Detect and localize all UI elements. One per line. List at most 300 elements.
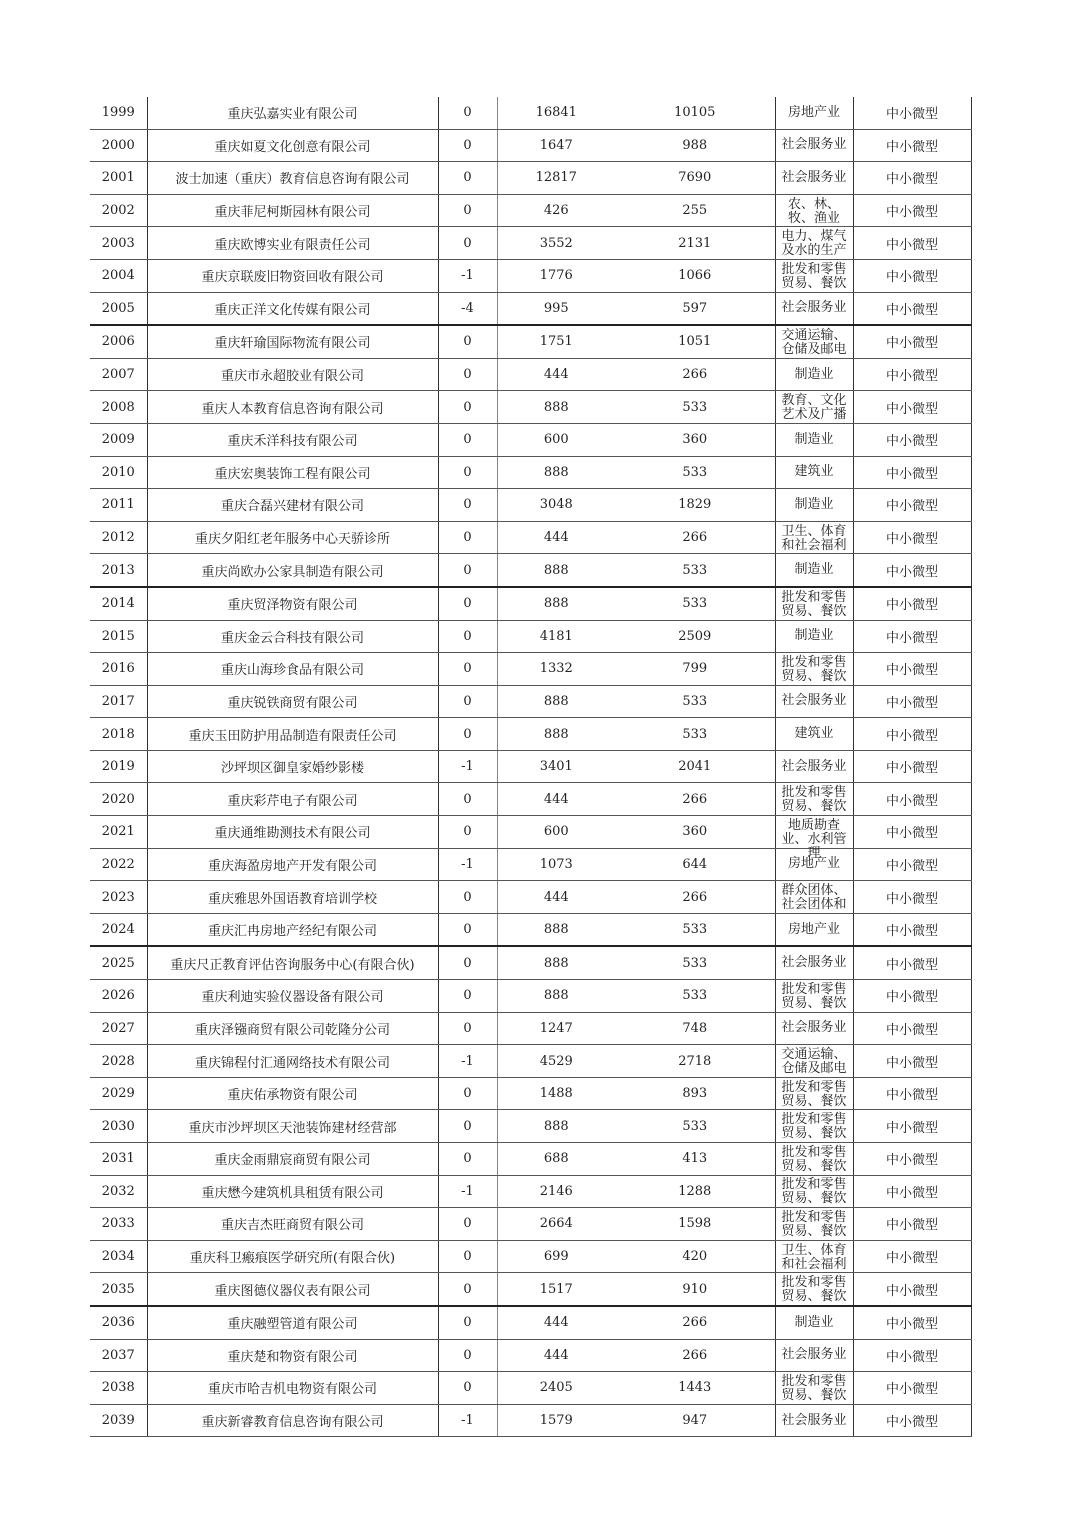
row-number: 2031 <box>90 1143 147 1176</box>
company-name: 重庆锐铁商贸有限公司 <box>147 685 438 718</box>
row-number: 2036 <box>90 1306 147 1339</box>
industry-label: 批发和零售贸易、餐饮 <box>781 261 847 291</box>
value-2: 1776 <box>497 259 615 292</box>
value-3: 420 <box>615 1240 775 1273</box>
industry-category: 房地产业 <box>775 848 853 881</box>
value-2: 1751 <box>497 325 615 358</box>
table-row <box>90 1306 971 1339</box>
value-1: 0 <box>438 587 497 620</box>
value-3: 2509 <box>615 620 775 653</box>
value-1: 0 <box>438 391 497 424</box>
value-1: 0 <box>438 489 497 522</box>
value-3: 360 <box>615 816 775 849</box>
table-row <box>90 391 971 424</box>
value-3: 1288 <box>615 1175 775 1208</box>
industry-category: 房地产业 <box>775 97 853 129</box>
industry-category: 制造业 <box>775 554 853 587</box>
enterprise-scale: 中小微型 <box>853 783 971 816</box>
industry-label: 批发和零售贸易、餐饮 <box>781 785 847 815</box>
industry-label: 卫生、体育和社会福利 <box>781 523 847 553</box>
table-row <box>90 783 971 816</box>
value-3: 533 <box>615 391 775 424</box>
table-row <box>90 718 971 751</box>
industry-category: 社会服务业 <box>775 946 853 979</box>
row-number: 2038 <box>90 1372 147 1405</box>
row-number: 2030 <box>90 1110 147 1143</box>
company-name: 重庆弘嘉实业有限公司 <box>147 97 438 129</box>
row-number: 2008 <box>90 391 147 424</box>
table-row <box>90 1175 971 1208</box>
enterprise-scale: 中小微型 <box>853 194 971 227</box>
industry-category <box>775 521 853 554</box>
value-3: 533 <box>615 554 775 587</box>
value-3: 597 <box>615 292 775 325</box>
table-row <box>90 489 971 522</box>
company-name: 重庆楚和物资有限公司 <box>147 1339 438 1372</box>
industry-category <box>775 1110 853 1143</box>
table-body <box>90 97 971 1437</box>
industry-label: 批发和零售贸易、餐饮 <box>781 1209 847 1239</box>
company-name: 重庆金云合科技有限公司 <box>147 620 438 653</box>
company-name: 重庆玉田防护用品制造有限责任公司 <box>147 718 438 751</box>
industry-category: 建筑业 <box>775 718 853 751</box>
industry-label: 批发和零售贸易、餐饮 <box>781 589 847 619</box>
value-3: 1829 <box>615 489 775 522</box>
row-number: 2023 <box>90 881 147 914</box>
industry-category: 制造业 <box>775 423 853 456</box>
industry-category: 社会服务业 <box>775 1404 853 1437</box>
value-3: 255 <box>615 194 775 227</box>
company-name: 重庆如夏文化创意有限公司 <box>147 129 438 162</box>
value-2: 1247 <box>497 1012 615 1045</box>
enterprise-scale: 中小微型 <box>853 358 971 391</box>
value-3: 533 <box>615 913 775 946</box>
company-name: 重庆正洋文化传媒有限公司 <box>147 292 438 325</box>
enterprise-scale: 中小微型 <box>853 685 971 718</box>
row-number: 2010 <box>90 456 147 489</box>
industry-label: 批发和零售贸易、餐饮 <box>781 1112 847 1142</box>
industry-label: 电力、煤气及水的生产 <box>781 229 847 259</box>
industry-category: 社会服务业 <box>775 685 853 718</box>
value-1: 0 <box>438 1339 497 1372</box>
row-number: 2007 <box>90 358 147 391</box>
table-row <box>90 227 971 260</box>
enterprise-scale: 中小微型 <box>853 848 971 881</box>
company-name: 重庆图德仪器仪表有限公司 <box>147 1273 438 1306</box>
industry-category <box>775 227 853 260</box>
industry-label: 群众团体、社会团体和 <box>781 883 847 913</box>
enterprise-scale: 中小微型 <box>853 1143 971 1176</box>
value-1: 0 <box>438 162 497 195</box>
value-1: 0 <box>438 358 497 391</box>
value-1: 0 <box>438 325 497 358</box>
value-1: 0 <box>438 816 497 849</box>
value-1: 0 <box>438 554 497 587</box>
company-name: 重庆尺正教育评估咨询服务中心(有限合伙) <box>147 946 438 979</box>
value-1: 0 <box>438 1240 497 1273</box>
value-2: 12817 <box>497 162 615 195</box>
row-number: 2000 <box>90 129 147 162</box>
industry-label: 地质勘查业、水利管理 <box>781 817 847 861</box>
row-number: 2019 <box>90 750 147 783</box>
value-3: 2131 <box>615 227 775 260</box>
table-row <box>90 587 971 620</box>
industry-label: 批发和零售贸易、餐饮 <box>781 1373 847 1403</box>
value-3: 910 <box>615 1273 775 1306</box>
value-1: -1 <box>438 259 497 292</box>
value-3: 893 <box>615 1077 775 1110</box>
value-3: 413 <box>615 1143 775 1176</box>
enterprise-scale: 中小微型 <box>853 653 971 686</box>
company-name: 重庆汇冉房地产经纪有限公司 <box>147 913 438 946</box>
value-3: 533 <box>615 685 775 718</box>
value-3: 533 <box>615 587 775 620</box>
industry-label: 批发和零售贸易、餐饮 <box>781 1144 847 1174</box>
enterprise-scale: 中小微型 <box>853 1240 971 1273</box>
industry-category <box>775 325 853 358</box>
row-number: 1999 <box>90 97 147 129</box>
company-name: 重庆融塑管道有限公司 <box>147 1306 438 1339</box>
value-1: 0 <box>438 1372 497 1405</box>
table-row <box>90 1110 971 1143</box>
value-3: 533 <box>615 718 775 751</box>
table-row <box>90 1372 971 1405</box>
enterprise-scale: 中小微型 <box>853 97 971 129</box>
industry-category <box>775 391 853 424</box>
enterprise-scale: 中小微型 <box>853 162 971 195</box>
industry-label: 交通运输、仓储及邮电 <box>781 1047 847 1077</box>
company-name: 重庆人本教育信息咨询有限公司 <box>147 391 438 424</box>
value-3: 988 <box>615 129 775 162</box>
row-number: 2024 <box>90 913 147 946</box>
enterprise-scale: 中小微型 <box>853 1045 971 1078</box>
value-2: 2405 <box>497 1372 615 1405</box>
value-1: 0 <box>438 97 497 129</box>
industry-category <box>775 881 853 914</box>
value-1: 0 <box>438 1306 497 1339</box>
company-name: 重庆尚欧办公家具制造有限公司 <box>147 554 438 587</box>
table-row <box>90 620 971 653</box>
row-number: 2020 <box>90 783 147 816</box>
value-1: 0 <box>438 881 497 914</box>
enterprise-scale: 中小微型 <box>853 750 971 783</box>
row-number: 2018 <box>90 718 147 751</box>
data-table <box>90 97 972 1437</box>
value-2: 444 <box>497 881 615 914</box>
row-number: 2034 <box>90 1240 147 1273</box>
row-number: 2014 <box>90 587 147 620</box>
value-2: 888 <box>497 456 615 489</box>
value-2: 1647 <box>497 129 615 162</box>
table-row <box>90 194 971 227</box>
value-1: -1 <box>438 848 497 881</box>
company-name: 沙坪坝区御皇家婚纱影楼 <box>147 750 438 783</box>
value-2: 888 <box>497 685 615 718</box>
table-row <box>90 129 971 162</box>
enterprise-scale: 中小微型 <box>853 489 971 522</box>
row-number: 2026 <box>90 980 147 1013</box>
industry-category <box>775 259 853 292</box>
value-2: 444 <box>497 358 615 391</box>
value-2: 444 <box>497 783 615 816</box>
value-2: 16841 <box>497 97 615 129</box>
company-name: 重庆欧博实业有限责任公司 <box>147 227 438 260</box>
enterprise-scale: 中小微型 <box>853 292 971 325</box>
value-2: 888 <box>497 1110 615 1143</box>
table-row <box>90 1045 971 1078</box>
industry-category <box>775 1175 853 1208</box>
value-1: -4 <box>438 292 497 325</box>
value-3: 266 <box>615 521 775 554</box>
enterprise-scale: 中小微型 <box>853 227 971 260</box>
value-1: -1 <box>438 1045 497 1078</box>
row-number: 2032 <box>90 1175 147 1208</box>
industry-category: 社会服务业 <box>775 750 853 783</box>
value-3: 1443 <box>615 1372 775 1405</box>
enterprise-scale: 中小微型 <box>853 554 971 587</box>
value-2: 888 <box>497 946 615 979</box>
value-1: 0 <box>438 980 497 1013</box>
industry-category: 社会服务业 <box>775 1339 853 1372</box>
row-number: 2028 <box>90 1045 147 1078</box>
company-name: 重庆京联废旧物资回收有限公司 <box>147 259 438 292</box>
row-number: 2033 <box>90 1208 147 1241</box>
value-1: 0 <box>438 456 497 489</box>
company-name: 重庆新睿教育信息咨询有限公司 <box>147 1404 438 1437</box>
value-1: 0 <box>438 620 497 653</box>
table-row <box>90 685 971 718</box>
value-1: 0 <box>438 1273 497 1306</box>
value-1: 0 <box>438 946 497 979</box>
company-name: 重庆通维勘测技术有限公司 <box>147 816 438 849</box>
industry-category <box>775 194 853 227</box>
value-2: 1579 <box>497 1404 615 1437</box>
industry-category: 社会服务业 <box>775 162 853 195</box>
value-3: 266 <box>615 783 775 816</box>
company-name: 重庆贸泽物资有限公司 <box>147 587 438 620</box>
table-row <box>90 97 971 129</box>
table-row <box>90 653 971 686</box>
value-2: 995 <box>497 292 615 325</box>
company-name: 重庆利迪实验仪器设备有限公司 <box>147 980 438 1013</box>
row-number: 2022 <box>90 848 147 881</box>
industry-category <box>775 653 853 686</box>
value-3: 266 <box>615 881 775 914</box>
company-name: 重庆禾洋科技有限公司 <box>147 423 438 456</box>
value-1: 0 <box>438 521 497 554</box>
table-row <box>90 1273 971 1306</box>
row-number: 2029 <box>90 1077 147 1110</box>
value-3: 7690 <box>615 162 775 195</box>
table-row <box>90 423 971 456</box>
enterprise-scale: 中小微型 <box>853 259 971 292</box>
enterprise-scale: 中小微型 <box>853 881 971 914</box>
table-row <box>90 1339 971 1372</box>
enterprise-scale: 中小微型 <box>853 423 971 456</box>
value-2: 3552 <box>497 227 615 260</box>
value-2: 888 <box>497 718 615 751</box>
table-row <box>90 162 971 195</box>
row-number: 2017 <box>90 685 147 718</box>
value-3: 748 <box>615 1012 775 1045</box>
value-2: 444 <box>497 521 615 554</box>
industry-category <box>775 587 853 620</box>
industry-label: 批发和零售贸易、餐饮 <box>781 1079 847 1109</box>
enterprise-scale: 中小微型 <box>853 325 971 358</box>
industry-category <box>775 1045 853 1078</box>
value-1: 0 <box>438 685 497 718</box>
value-1: 0 <box>438 653 497 686</box>
value-1: 0 <box>438 913 497 946</box>
value-2: 688 <box>497 1143 615 1176</box>
table-row <box>90 325 971 358</box>
company-name: 重庆轩瑜国际物流有限公司 <box>147 325 438 358</box>
enterprise-scale: 中小微型 <box>853 980 971 1013</box>
enterprise-scale: 中小微型 <box>853 1339 971 1372</box>
enterprise-scale: 中小微型 <box>853 1372 971 1405</box>
table-row <box>90 554 971 587</box>
company-name: 重庆泽镪商贸有限公司乾隆分公司 <box>147 1012 438 1045</box>
row-number: 2004 <box>90 259 147 292</box>
enterprise-scale: 中小微型 <box>853 1208 971 1241</box>
industry-label: 批发和零售贸易、餐饮 <box>781 1275 847 1305</box>
table-row <box>90 946 971 979</box>
table-row <box>90 456 971 489</box>
row-number: 2005 <box>90 292 147 325</box>
table-row <box>90 1143 971 1176</box>
value-2: 1517 <box>497 1273 615 1306</box>
table-row <box>90 521 971 554</box>
value-1: 0 <box>438 1077 497 1110</box>
value-1: 0 <box>438 227 497 260</box>
industry-label: 教育、文化艺术及广播 <box>781 393 847 423</box>
value-2: 888 <box>497 554 615 587</box>
company-name: 重庆彩芹电子有限公司 <box>147 783 438 816</box>
value-3: 1066 <box>615 259 775 292</box>
value-2: 2664 <box>497 1208 615 1241</box>
company-name: 重庆菲尼柯斯园林有限公司 <box>147 194 438 227</box>
industry-category: 社会服务业 <box>775 1012 853 1045</box>
company-name: 重庆山海珍食品有限公司 <box>147 653 438 686</box>
value-3: 360 <box>615 423 775 456</box>
value-3: 947 <box>615 1404 775 1437</box>
industry-category <box>775 1273 853 1306</box>
enterprise-scale: 中小微型 <box>853 718 971 751</box>
table-row <box>90 259 971 292</box>
company-name: 重庆海盈房地产开发有限公司 <box>147 848 438 881</box>
value-3: 799 <box>615 653 775 686</box>
company-name: 重庆吉杰旺商贸有限公司 <box>147 1208 438 1241</box>
row-number: 2001 <box>90 162 147 195</box>
value-2: 600 <box>497 423 615 456</box>
value-1: -1 <box>438 750 497 783</box>
enterprise-scale: 中小微型 <box>853 129 971 162</box>
value-3: 266 <box>615 1306 775 1339</box>
enterprise-scale: 中小微型 <box>853 1404 971 1437</box>
enterprise-scale: 中小微型 <box>853 1012 971 1045</box>
row-number: 2012 <box>90 521 147 554</box>
company-name: 重庆市永超胶业有限公司 <box>147 358 438 391</box>
industry-category <box>775 1077 853 1110</box>
industry-category: 制造业 <box>775 1306 853 1339</box>
company-name: 重庆锦程付汇通网络技术有限公司 <box>147 1045 438 1078</box>
industry-label: 批发和零售贸易、餐饮 <box>781 981 847 1011</box>
value-2: 1488 <box>497 1077 615 1110</box>
value-3: 644 <box>615 848 775 881</box>
table-row <box>90 1240 971 1273</box>
row-number: 2025 <box>90 946 147 979</box>
enterprise-scale: 中小微型 <box>853 391 971 424</box>
enterprise-scale: 中小微型 <box>853 620 971 653</box>
value-1: 0 <box>438 1208 497 1241</box>
value-2: 1073 <box>497 848 615 881</box>
company-name: 重庆市沙坪坝区天池装饰建材经营部 <box>147 1110 438 1143</box>
industry-label: 交通运输、仓储及邮电 <box>781 327 847 357</box>
industry-category <box>775 980 853 1013</box>
row-number: 2002 <box>90 194 147 227</box>
company-name: 重庆合磊兴建材有限公司 <box>147 489 438 522</box>
value-3: 1598 <box>615 1208 775 1241</box>
industry-category: 制造业 <box>775 489 853 522</box>
table-row <box>90 848 971 881</box>
industry-label: 农、林、牧、渔业 <box>787 196 840 226</box>
value-3: 533 <box>615 980 775 1013</box>
value-1: 0 <box>438 1143 497 1176</box>
row-number: 2035 <box>90 1273 147 1306</box>
value-2: 888 <box>497 391 615 424</box>
industry-category: 建筑业 <box>775 456 853 489</box>
enterprise-scale: 中小微型 <box>853 1273 971 1306</box>
industry-category <box>775 1208 853 1241</box>
value-3: 266 <box>615 1339 775 1372</box>
company-name: 重庆夕阳红老年服务中心天骄诊所 <box>147 521 438 554</box>
value-3: 1051 <box>615 325 775 358</box>
value-2: 699 <box>497 1240 615 1273</box>
value-2: 444 <box>497 1306 615 1339</box>
enterprise-scale: 中小微型 <box>853 1077 971 1110</box>
value-2: 426 <box>497 194 615 227</box>
row-number: 2003 <box>90 227 147 260</box>
company-name: 重庆佑承物资有限公司 <box>147 1077 438 1110</box>
row-number: 2037 <box>90 1339 147 1372</box>
value-1: 0 <box>438 423 497 456</box>
value-2: 444 <box>497 1339 615 1372</box>
value-2: 888 <box>497 980 615 1013</box>
company-name: 重庆金雨鼎宸商贸有限公司 <box>147 1143 438 1176</box>
industry-category: 制造业 <box>775 620 853 653</box>
row-number: 2027 <box>90 1012 147 1045</box>
table-row <box>90 1208 971 1241</box>
value-3: 2041 <box>615 750 775 783</box>
industry-category <box>775 783 853 816</box>
industry-category <box>775 1372 853 1405</box>
industry-category <box>775 1143 853 1176</box>
enterprise-scale: 中小微型 <box>853 913 971 946</box>
industry-label: 批发和零售贸易、餐饮 <box>781 1177 847 1207</box>
row-number: 2016 <box>90 653 147 686</box>
industry-category: 制造业 <box>775 358 853 391</box>
company-name: 重庆雅思外国语教育培训学校 <box>147 881 438 914</box>
value-2: 888 <box>497 587 615 620</box>
enterprise-scale: 中小微型 <box>853 587 971 620</box>
table-row <box>90 913 971 946</box>
industry-category: 社会服务业 <box>775 129 853 162</box>
value-1: 0 <box>438 1012 497 1045</box>
company-name: 重庆市哈吉机电物资有限公司 <box>147 1372 438 1405</box>
value-2: 888 <box>497 913 615 946</box>
enterprise-scale: 中小微型 <box>853 1306 971 1339</box>
industry-category: 房地产业 <box>775 913 853 946</box>
